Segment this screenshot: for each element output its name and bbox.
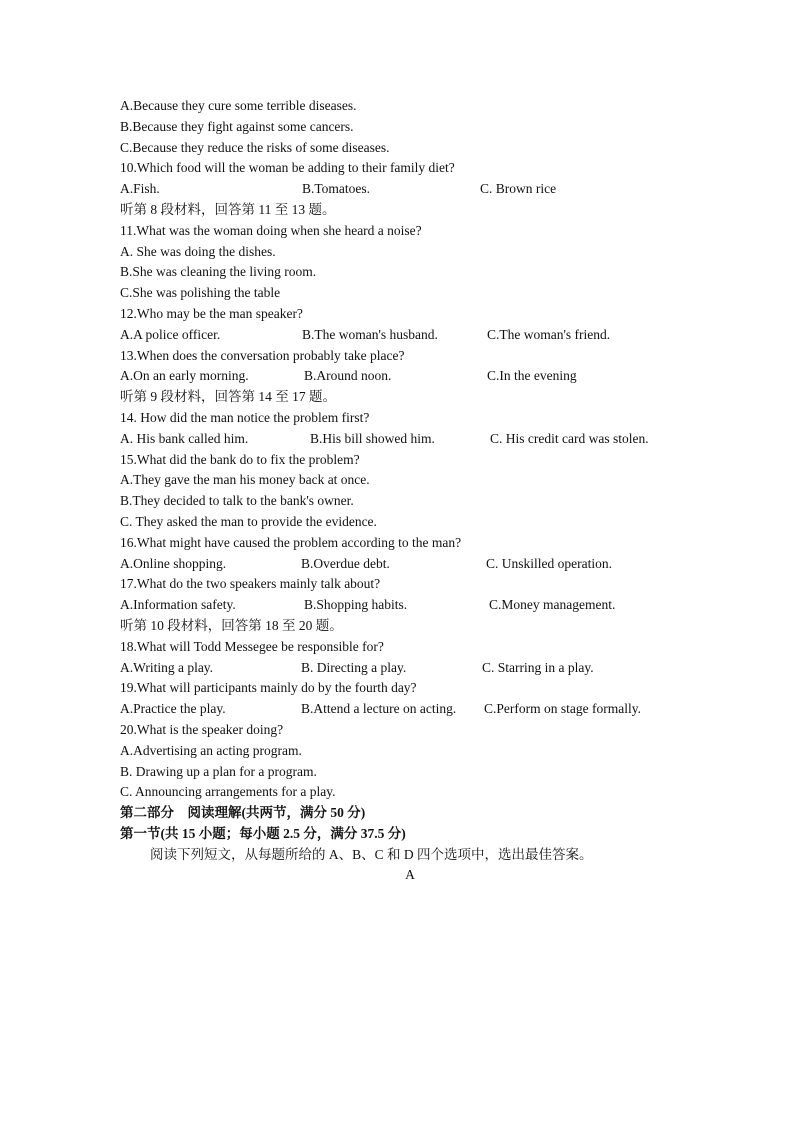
q20-option-b: B. Drawing up a plan for a program. <box>120 763 317 779</box>
q17-options <box>120 595 700 616</box>
q10-option-c: C. Brown rice <box>480 181 557 197</box>
q18-option-b: B. Directing a play. <box>301 659 407 675</box>
q9-option-c: C.Because they reduce the risks of some diseases. <box>120 139 390 155</box>
q10-stem: 10.Which food will the woman be adding to their family diet? <box>120 160 455 176</box>
q11-option-a: A. She was doing the dishes. <box>120 243 276 259</box>
q14-stem: 14. How did the man notice the problem first? <box>120 409 370 425</box>
section-9-instruction: 听第 9 段材料，回答第 14 至 17 题。 <box>120 389 336 405</box>
q14-option-a: A. His bank called him. <box>120 430 249 446</box>
q11-stem: 11.What was the woman doing when she heard a noise? <box>120 222 422 238</box>
q17-option-a: A.Information safety. <box>120 597 236 613</box>
q14-options <box>120 429 700 450</box>
q14-option-b: B.His bill showed him. <box>310 430 435 446</box>
q13-options <box>120 366 700 387</box>
q16-option-c: C. Unskilled operation. <box>486 555 612 571</box>
section-8-instruction: 听第 8 段材料，回答第 11 至 13 题。 <box>120 201 336 217</box>
q19-stem: 19.What will participants mainly do by the fourth day? <box>120 680 417 696</box>
q15-option-b: B.They decided to talk to the bank's owner. <box>120 493 354 509</box>
passage-label: A <box>405 867 415 883</box>
q9-option-a: A.Because they cure some terrible diseases. <box>120 98 357 113</box>
q18-option-c: C. Starring in a play. <box>482 659 594 675</box>
q12-option-b: B.The woman's husband. <box>302 326 438 342</box>
q15-option-a: A.They gave the man his money back at once. <box>120 472 370 488</box>
q15-option-c: C. They asked the man to provide the evidence. <box>120 513 377 529</box>
q11-option-b: B.She was cleaning the living room. <box>120 264 317 280</box>
q13-option-c: C.In the evening <box>487 368 577 384</box>
q13-stem: 13.When does the conversation probably take place? <box>120 347 405 363</box>
q16-stem: 16.What might have caused the problem according to the man? <box>120 534 462 550</box>
q18-option-a: A.Writing a play. <box>120 659 214 675</box>
q17-option-b: B.Shopping habits. <box>304 597 408 613</box>
q20-option-a: A.Advertising an acting program. <box>120 742 302 758</box>
section-1-heading: 第一节(共 15 小题；每小题 2.5 分，满分 37.5 分) <box>120 825 406 841</box>
section-10-instruction: 听第 10 段材料，回答第 18 至 20 题。 <box>120 617 343 633</box>
q20-option-c: C. Announcing arrangements for a play. <box>120 784 336 800</box>
q9-option-b: B.Because they fight against some cancers. <box>120 118 354 134</box>
q10-option-a: A.Fish. <box>120 181 160 197</box>
q20-stem: 20.What is the speaker doing? <box>120 721 284 737</box>
q14-option-c: C. His credit card was stolen. <box>490 430 649 446</box>
q12-options <box>120 325 700 346</box>
q11-option-c: C.She was polishing the table <box>120 285 281 301</box>
q18-options <box>120 658 700 679</box>
q18-stem: 18.What will Todd Messegee be responsible for? <box>120 638 384 654</box>
q19-option-b: B.Attend a lecture on acting. <box>301 701 457 717</box>
q16-options <box>120 554 700 575</box>
q17-option-c: C.Money management. <box>489 597 616 613</box>
q10-options <box>120 179 700 200</box>
q16-option-b: B.Overdue debt. <box>301 555 390 571</box>
q13-option-a: A.On an early morning. <box>120 368 249 384</box>
q13-option-b: B.Around noon. <box>304 368 392 384</box>
q12-option-a: A.A police officer. <box>120 326 221 342</box>
part-2-heading: 第二部分 阅读理解(共两节，满分 50 分) <box>120 805 366 821</box>
q16-option-a: A.Online shopping. <box>120 555 227 571</box>
q12-stem: 12.Who may be the man speaker? <box>120 305 303 321</box>
q12-option-c: C.The woman's friend. <box>487 326 611 342</box>
q19-options <box>120 699 700 720</box>
exam-page <box>120 96 700 886</box>
reading-instructions: 阅读下列短文，从每题所给的 A、B、C 和 D 四个选项中，选出最佳答案。 <box>150 846 593 862</box>
q15-stem: 15.What did the bank do to fix the problem? <box>120 451 360 467</box>
q19-option-a: A.Practice the play. <box>120 701 226 717</box>
q17-stem: 17.What do the two speakers mainly talk about? <box>120 576 381 592</box>
q10-option-b: B.Tomatoes. <box>302 181 371 197</box>
q19-option-c: C.Perform on stage formally. <box>484 701 641 717</box>
